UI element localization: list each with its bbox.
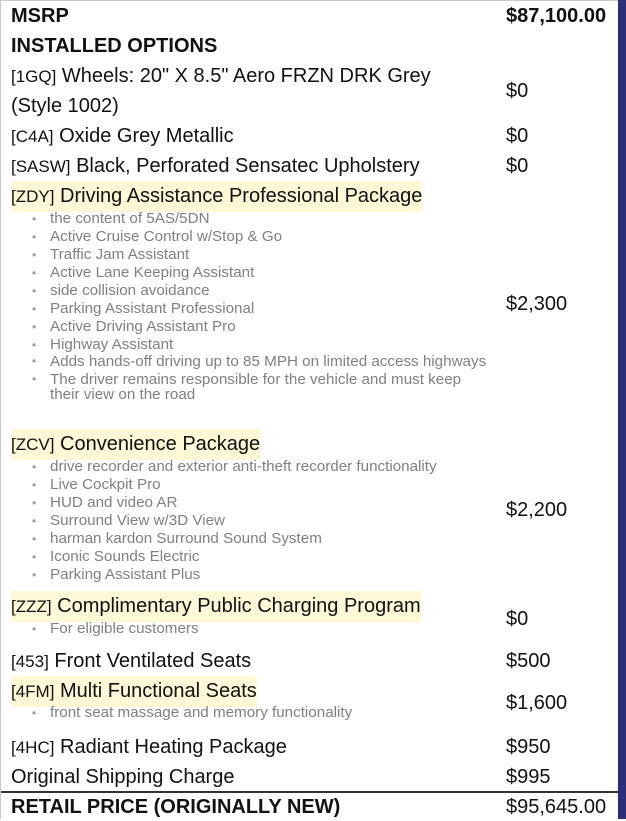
feature-item: • Parking Assistant Plus [50,566,490,584]
option-price: $2,300 [506,293,568,315]
option-title: Convenience Package [60,433,261,455]
feature-item: • Highway Assistant [50,336,490,354]
installed-options-heading: INSTALLED OPTIONS [11,35,218,57]
feature-list [30,458,490,584]
msrp-price: $87,100.00 [506,5,607,27]
feature-item: • the content of 5AS/5DN [50,210,490,228]
feature-item: • Active Driving Assistant Pro [50,318,490,336]
feature-item: • For eligible customers [50,620,490,638]
option-name [11,121,234,152]
option-title: Black, Perforated Sensatec Upholstery [76,155,420,177]
retail-label: RETAIL PRICE (ORIGINALLY NEW) [11,796,341,818]
option-name-line2: (Style 1002) [11,95,119,117]
option-price: $500 [506,650,551,672]
option-title: Front Ventilated Seats [54,650,252,672]
feature-item: • Active Cruise Control w/Stop & Go [50,228,490,246]
option-title: Radiant Heating Package [60,736,287,758]
option-code: [1GQ] [11,67,57,86]
option-code: [C4A] [11,127,54,146]
option-title: Complimentary Public Charging Program [57,595,421,617]
option-code: [4HC] [11,738,55,757]
option-price: $0 [506,125,529,147]
option-name [11,676,257,707]
feature-item: • Active Lane Keeping Assistant [50,264,490,282]
option-name [11,429,260,460]
option-code: [ZCV] [11,435,55,454]
option-price: $0 [506,155,529,177]
option-name [11,732,287,763]
feature-item: • The driver remains responsible for the vehicle and must keep their view on the road [50,372,490,402]
option-code: [SASW] [11,157,71,176]
option-title: Multi Functional Seats [60,680,257,702]
feature-item: • drive recorder and exterior anti-theft recorder functionality [50,458,490,476]
option-code: [ZZZ] [11,597,52,616]
feature-list [30,704,490,722]
msrp-label: MSRP [11,5,69,27]
option-price: $0 [506,80,529,102]
option-code: [4FM] [11,682,55,701]
option-price: $0 [506,608,529,630]
feature-item: • Parking Assistant Professional [50,300,490,318]
option-name [11,61,431,92]
option-code: [ZDY] [11,187,55,206]
page-edge [618,0,626,819]
option-name [11,646,251,677]
option-name [11,181,422,212]
feature-item: • HUD and video AR [50,494,490,512]
feature-item: • Adds hands-off driving up to 85 MPH on limited access highways [50,354,490,369]
option-code: [453] [11,652,49,671]
feature-item: • Iconic Sounds Electric [50,548,490,566]
feature-list [30,210,490,402]
option-title: Oxide Grey Metallic [59,125,234,147]
option-price: $2,200 [506,499,568,521]
feature-item: • Live Cockpit Pro [50,476,490,494]
feature-list [30,620,490,638]
option-title: Wheels: 20" X 8.5" Aero FRZN DRK Grey [61,65,431,87]
feature-item: • front seat massage and memory functionality [50,704,490,722]
option-price: $1,600 [506,692,568,714]
feature-item: • Traffic Jam Assistant [50,246,490,264]
option-name [11,151,420,182]
feature-item: • Surround View w/3D View [50,512,490,530]
feature-item: • harman kardon Surround Sound System [50,530,490,548]
feature-item: • side collision avoidance [50,282,490,300]
option-price: $950 [506,736,551,758]
option-title: Driving Assistance Professional Package [60,185,423,207]
option-name [11,591,421,622]
retail-price: $95,645.00 [506,796,607,818]
shipping-label: Original Shipping Charge [11,766,235,788]
shipping-price: $995 [506,766,551,788]
